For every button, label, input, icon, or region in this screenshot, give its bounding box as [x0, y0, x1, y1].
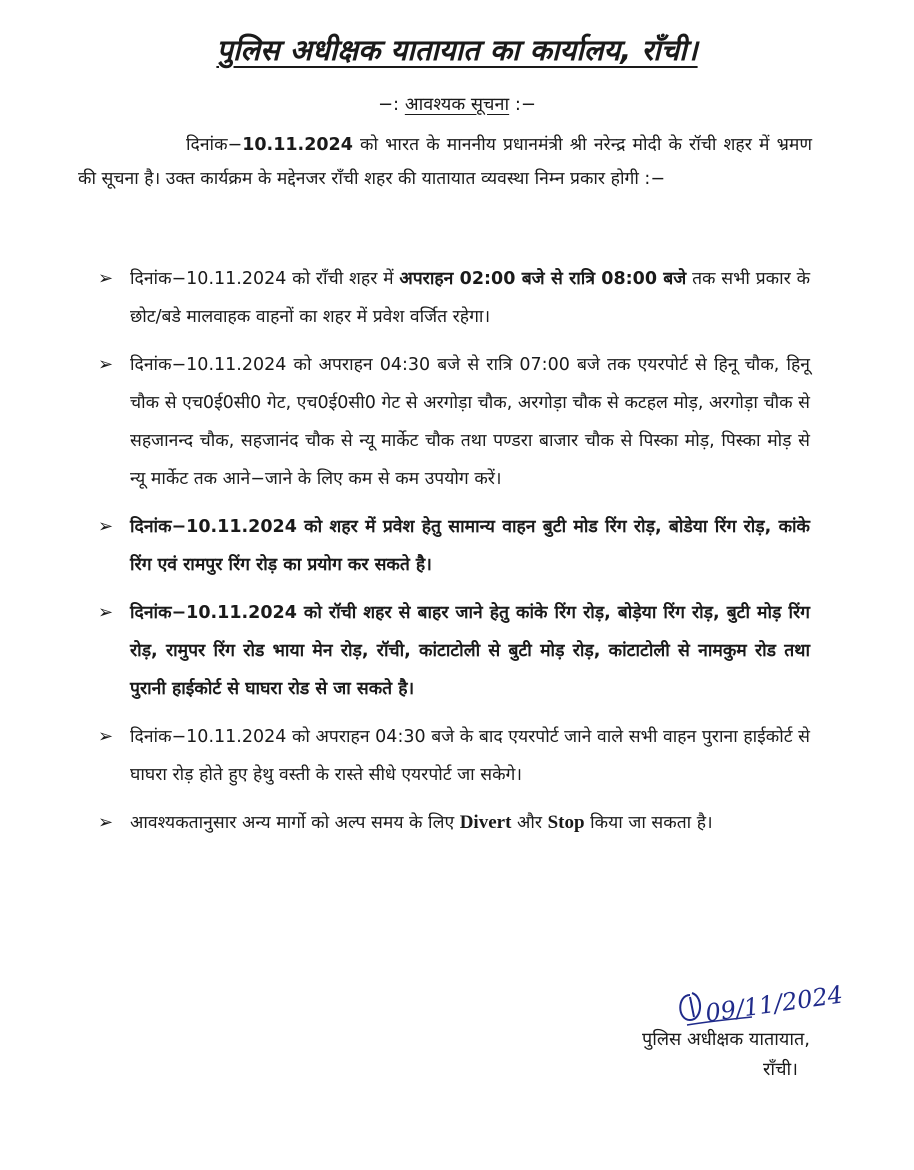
signature-block: [610, 1025, 810, 1085]
notice-items: [98, 260, 810, 842]
signatory-title: पुलिस अधीक्षक यातायात,: [641, 1029, 810, 1050]
notice-item-5: ➢ दिनांक−10.11.2024 को अपराहन 04:30 बजे के बाद एयरपोर्ट जाने वाले सभी वाहन पुराना हाईकोर्ट से घाघरा रोड़ होते हुए हेथु वस्ती के रास्ते सीधे एयरपोर्ट जा सकेगे।: [98, 718, 810, 794]
notice-item-4: ➢ दिनांक−10.11.2024 को रॉची शहर से बाहर जाने हेतु कांके रिंग रोड़, बोड़ेया रिंग रोड़, बुटी मोड़ रिंग रोड़, रामुपर रिंग रोड भाया मेन रोड़, रॉची, कांटाटोली से बुटी मोड़ रोड़, कांटाटोली से नामकुम रोड तथा पुरानी हाईकोर्ट से घाघरा रोड से जा सकते है।: [98, 594, 810, 708]
notice-item-1: ➢ दिनांक−10.11.2024 को राँची शहर में अपराहन 02:00 बजे से रात्रि 08:00 बजे तक सभी प्रकार के छोट/बडे मालवाहक वाहनों का शहर में प्रवेश वर्जित रहेगा।: [98, 260, 810, 336]
notice-item-2: ➢ दिनांक−10.11.2024 को अपराहन 04:30 बजे से रात्रि 07:00 बजे तक एयरपोर्ट से हिनू चौक, हिनू चौक से एच0ई0सी0 गेट, एच0ई0सी0 गेट से अरगोड़ा चौक, अरगोड़ा चौक से कटहल मोड़, अरगोड़ा चौक से सहजानन्द चौक, सहजानंद चौक से न्यू मार्केट चौक तथा पण्डरा बाजार चौक से पिस्का मोड़, पिस्का मोड़ से न्यू मार्केट तक आने−जाने के लिए कम से कम उपयोग करें।: [98, 346, 810, 498]
intro-paragraph: दिनांक−10.11.2024 को भारत के माननीय प्रधानमंत्री श्री नरेन्द्र मोदी के रॉची शहर में भ्रमण की सूचना है। उक्त कार्यक्रम के मद्देनजर राँची शहर की यातायात व्यवस्था निम्न प्रकार होगी :−: [78, 135, 812, 189]
arrow-bullet-icon: ➢: [98, 812, 114, 833]
signatory-place: राँची।: [763, 1059, 798, 1080]
arrow-bullet-icon: ➢: [98, 516, 114, 537]
notice-subheading: −: आवश्यक सूचना :−: [377, 94, 537, 115]
handwritten-date: 09/11/2024: [703, 980, 845, 1028]
arrow-bullet-icon: ➢: [98, 354, 114, 375]
arrow-bullet-icon: ➢: [98, 726, 114, 747]
arrow-bullet-icon: ➢: [98, 268, 114, 289]
office-heading: पुलिस अधीक्षक यातायात का कार्यालय, राँची।: [216, 33, 698, 67]
notice-item-3: ➢ दिनांक−10.11.2024 को शहर में प्रवेश हेतु सामान्य वाहन बुटी मोड रिंग रोड़, बोडेया रिंग रोड़, कांके रिंग एवं रामपुर रिंग रोड़ का प्रयोग कर सकते है।: [98, 508, 810, 584]
arrow-bullet-icon: ➢: [98, 602, 114, 623]
notice-item-6: ➢ आवश्यकतानुसार अन्य मार्गो को अल्प समय के लिए Divert और Stop किया जा सकता है।: [98, 804, 810, 842]
